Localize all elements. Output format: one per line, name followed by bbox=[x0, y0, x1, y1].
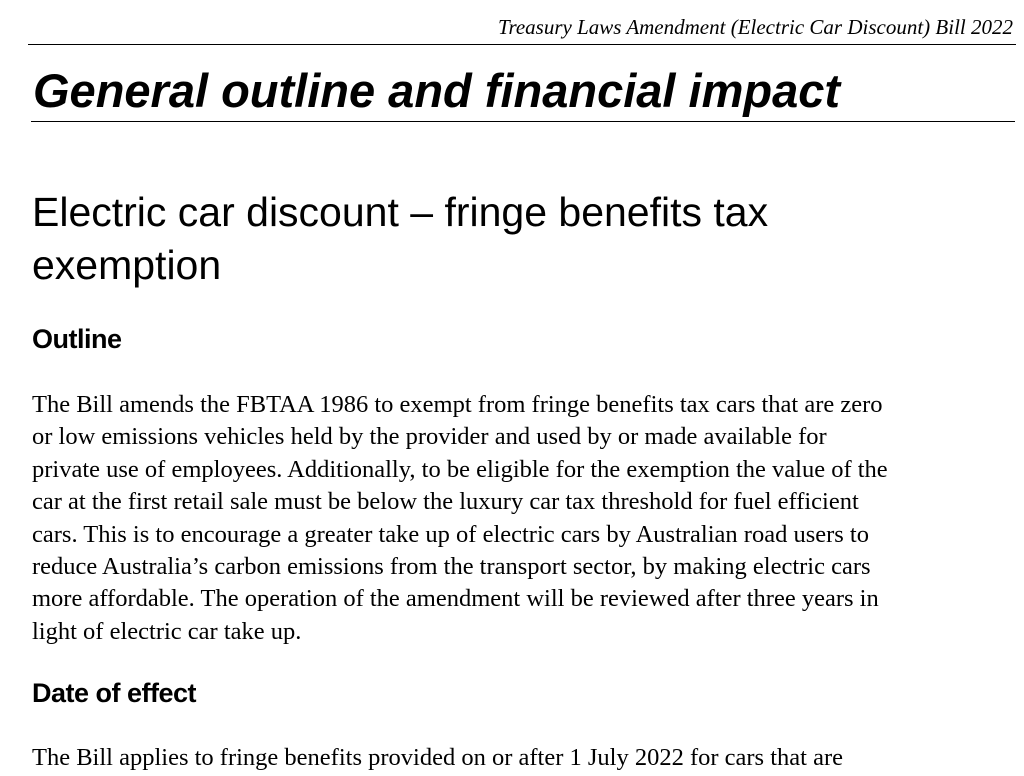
paragraph-line: cars. This is to encourage a greater take up of electric cars by Australian road users to bbox=[32, 520, 869, 548]
date-of-effect-paragraph: The Bill applies to fringe benefits provided on or after 1 July 2022 for cars that are bbox=[32, 744, 843, 771]
paragraph-line: private use of employees. Additionally, to be eligible for the exemption the value of the bbox=[32, 455, 888, 483]
outline-paragraph bbox=[32, 389, 1017, 648]
section-title bbox=[32, 186, 972, 292]
section-title-line: Electric car discount – fringe benefits tax bbox=[32, 189, 769, 235]
date-of-effect-heading: Date of effect bbox=[32, 678, 197, 708]
running-header: Treasury Laws Amendment (Electric Car Discount) Bill 2022 bbox=[497, 15, 1013, 39]
paragraph-line: reduce Australia’s carbon emissions from the transport sector, by making electric cars bbox=[32, 553, 871, 581]
paragraph-line: more affordable. The operation of the amendment will be reviewed after three years in bbox=[32, 585, 879, 613]
paragraph-line: or low emissions vehicles held by the provider and used by or made available for bbox=[32, 423, 827, 451]
header-rule bbox=[28, 44, 1016, 45]
section-title-line: exemption bbox=[32, 242, 222, 288]
paragraph-line: car at the first retail sale must be below the luxury car tax threshold for fuel efficient bbox=[32, 488, 859, 516]
paragraph-line: The Bill amends the FBTAA 1986 to exempt from fringe benefits tax cars that are zero bbox=[32, 391, 883, 418]
chapter-title: General outline and financial impact bbox=[33, 64, 841, 117]
outline-heading: Outline bbox=[32, 324, 122, 354]
title-rule bbox=[31, 121, 1015, 122]
paragraph-line: light of electric car take up. bbox=[32, 617, 302, 645]
